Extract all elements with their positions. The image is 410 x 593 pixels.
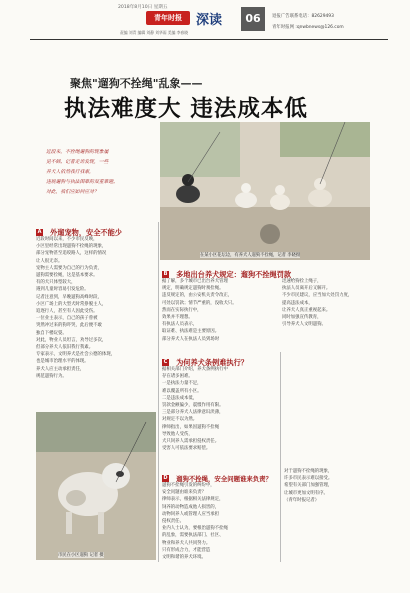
text-line: 迅速给狗拴上绳子， xyxy=(282,279,322,284)
text-line: 对此，物业人员坦言，劝导过多次， xyxy=(36,337,107,343)
text-line: 犬只饲养人需承担侵权责任。 xyxy=(162,439,220,445)
section-c-marker: C xyxy=(163,359,168,365)
text-line: 让人很无奈。 xyxy=(36,258,63,264)
text-line: 小区里经常出现遛狗不拴绳的现象， xyxy=(36,244,107,250)
text-line: 专家表示，文明养犬是社会公德的体现， xyxy=(36,352,116,358)
text-line: 养犬人应主动承担责任， xyxy=(36,366,85,372)
photo-top xyxy=(160,122,370,260)
section-b-marker: B xyxy=(163,271,168,277)
section-c-body-left xyxy=(162,366,278,452)
text-line: 受害人可依法要求赔偿。 xyxy=(162,446,211,452)
section-d-title: 遛狗不拴绳，安全问题谁来负责？ xyxy=(176,475,272,483)
text-line: 然而在实际执行中， xyxy=(162,307,202,313)
text-line: 许多市民表示难以接受。 xyxy=(284,476,333,482)
text-line: 饲养的动物造成他人损害的， xyxy=(162,504,220,510)
text-line: 对规定不以为然。 xyxy=(162,417,198,423)
photo-left-caption: 市民在小区遛狗 记者 摄 xyxy=(58,553,104,558)
text-line: 让养犬人真正重视起来。 xyxy=(282,307,331,313)
text-line: 规范遛狗行为。 xyxy=(36,373,67,379)
text-line: 对于遛狗不拴绳的现象， xyxy=(284,469,333,474)
text-line: 据了解，多个城市已出台养犬管理 xyxy=(162,279,228,284)
text-line: （青年时报记者） xyxy=(284,497,320,503)
column-rule xyxy=(280,352,281,562)
text-line: 二是违法成本低， xyxy=(162,395,198,401)
text-line: 文明和谐的养犬环境。 xyxy=(162,555,206,561)
hotline: 退报广告联系电话：82629493 xyxy=(272,14,334,19)
page-number-label: 06 xyxy=(245,12,261,25)
text-line: 提高违法成本， xyxy=(282,300,313,306)
intro-line: 养犬人依然我行我素， xyxy=(46,170,94,175)
text-line: 效果并不理想。 xyxy=(162,315,193,321)
section-d-body xyxy=(162,482,278,561)
text-line: 只有形成合力，才能营造 xyxy=(162,547,211,553)
paper-name: 青年时报 xyxy=(154,13,182,22)
text-line: 遇到儿童时容易引发危险。 xyxy=(36,287,89,293)
text-line: 业内人士认为，要根治遛狗不拴绳 xyxy=(162,526,228,532)
right-bottom-body xyxy=(284,468,396,504)
text-line: 小区广场上的大型犬时常挣脱主人， xyxy=(36,301,107,307)
text-line: 可处以罚款；情节严重的，没收犬只。 xyxy=(162,300,237,306)
text-line: 导致他人受伤， xyxy=(162,431,193,437)
column-rule xyxy=(158,222,159,562)
photo-top-image xyxy=(160,122,370,260)
headline-main: 执法难度大 违法成本低 xyxy=(64,96,308,122)
intro-box xyxy=(46,146,154,212)
intro-line: 近段来，不拴绳遛狗的现象屡 xyxy=(46,150,109,155)
section-a-heading xyxy=(36,222,156,237)
section-a-marker: A xyxy=(37,229,42,235)
text-line: 让城市更加文明有序。 xyxy=(284,490,328,496)
text-line: 执法人员离开后又解开。 xyxy=(282,286,331,292)
intro-line: 见不鲜。记者走访发现，一些 xyxy=(46,160,109,165)
text-line: 也是城市治理水平的体现。 xyxy=(36,359,89,365)
text-line: 安全问题由谁来负责？ xyxy=(162,490,206,496)
photo-left xyxy=(36,412,156,560)
text-line: 遛狗需要拴绳，这是基本要求。 xyxy=(36,273,98,279)
section-d-heading xyxy=(162,468,280,483)
headline-kicker: 聚焦"遛狗不拴绳"乱象—— xyxy=(70,77,203,90)
date-line: 2018年8月10日 星期五 xyxy=(118,5,168,10)
photo-left-image xyxy=(36,412,156,560)
section-c-title: 为何养犬条例难执行？ xyxy=(176,357,248,367)
text-line: 律师指出，如果因遛狗不拴绳 xyxy=(162,424,220,430)
section-name: 深读 xyxy=(196,13,223,28)
text-line: 的乱象，需要执法部门、社区、 xyxy=(162,533,224,539)
paper-logo xyxy=(146,11,190,25)
text-line: 独自下楼玩耍。 xyxy=(36,330,67,336)
section-b-heading xyxy=(162,264,392,279)
text-line: 据相关部门介绍，养犬条例执行中 xyxy=(162,367,228,372)
intro-line: 对此，我们应如何应对？ xyxy=(46,190,99,195)
text-line: 规定，明确规定遛狗时须拴绳。 xyxy=(162,286,224,292)
text-line: 遛狗不拴绳引发的纠纷中， xyxy=(162,483,215,488)
masthead xyxy=(0,0,410,40)
section-a-body xyxy=(36,236,154,380)
section-a-title: 外遛宠物，安全不能少 xyxy=(50,227,122,237)
editors-line: 责编 刘青 编辑 刘静 刘华雨 美编 李春晓 xyxy=(120,30,188,35)
text-line: 取证难、执法难是主要原因。 xyxy=(162,329,220,335)
text-line: 近段时间以来，不少市民反映， xyxy=(36,237,98,242)
photo-top-caption: 在某小区花坛边，有养犬人遛狗不拴绳，记者 李晓摄 xyxy=(200,253,301,258)
section-c-heading xyxy=(162,352,392,367)
text-line: 宠物主人需要为自己的行为负责， xyxy=(36,265,102,271)
text-line: 部分宠物甚至追咬路人，这样的情况 xyxy=(36,251,107,257)
text-line: 难以覆盖所有小区。 xyxy=(162,388,202,394)
text-line: 不少市民建议，应当加大处罚力度， xyxy=(282,293,353,299)
text-line: 律师表示，根据相关法律规定， xyxy=(162,497,224,503)
text-line: 违反规定的，由公安机关责令改正， xyxy=(162,293,233,299)
text-line: 部分养犬人在执法人员到场时 xyxy=(162,336,220,342)
text-line: 希望有关部门加强管理， xyxy=(284,483,333,489)
website: 青年时报网 :qnwbnews@126.com xyxy=(272,25,344,30)
text-line: 物业和养犬人共同努力。 xyxy=(162,540,211,546)
text-line: 引导养犬人文明遛狗。 xyxy=(282,322,326,328)
text-line: 动物饲养人或管理人应当承担 xyxy=(162,511,220,517)
text-line: 突然冲过来的狗吓哭，此后便不敢 xyxy=(36,323,102,329)
text-line: 一是执法力量不足， xyxy=(162,381,202,387)
section-b-title: 多地出台养犬规定：遛狗不拴绳罚款 xyxy=(176,269,292,279)
text-line: 记者注意到，早晚遛狗高峰时段， xyxy=(36,294,102,300)
masthead-rule xyxy=(30,39,388,40)
text-line: 存在诸多困难。 xyxy=(162,374,193,380)
page-number xyxy=(241,7,265,31)
text-line: 侵权责任。 xyxy=(162,519,184,525)
section-b-body-right xyxy=(282,278,394,328)
text-line: 同时加强宣传教育， xyxy=(282,315,322,321)
text-line: 罚款金额偏少，震慑作用有限。 xyxy=(162,403,224,409)
text-line: 三是部分养犬人法律意识淡薄， xyxy=(162,410,224,416)
intro-line: 违规遛狗与执法困难的双重难题。 xyxy=(46,180,118,185)
text-line: 但部分养犬人依旧我行我素。 xyxy=(36,345,94,351)
text-line: 一位业主表示，自己的孩子曾被 xyxy=(36,316,98,322)
text-line: 有的犬只体型较大， xyxy=(36,280,76,286)
section-d-marker: D xyxy=(163,475,168,481)
text-line: 有执法人员表示， xyxy=(162,322,198,328)
text-line: 追逐行人，甚至有人因此受伤。 xyxy=(36,309,98,315)
section-b-body-left xyxy=(162,278,278,343)
